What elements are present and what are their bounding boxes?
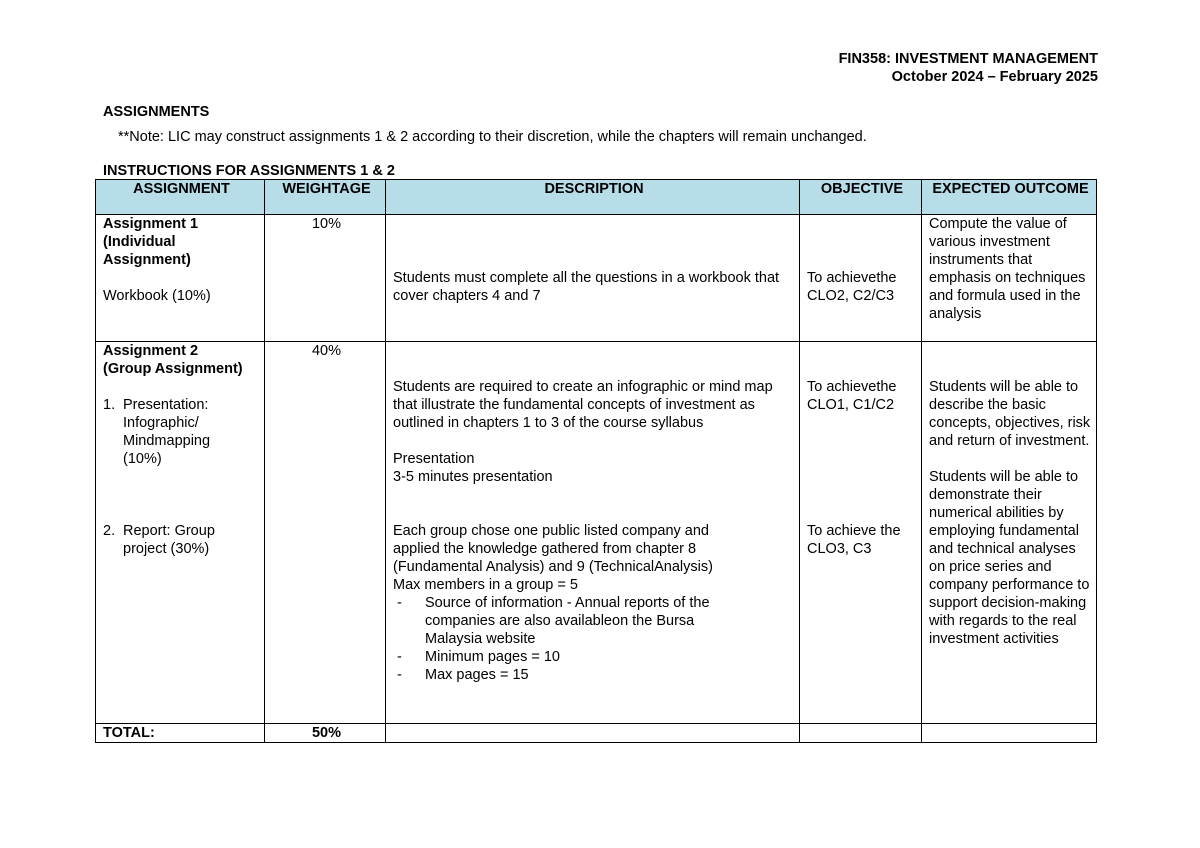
max-members: Max members in a group = 5 [393, 577, 578, 593]
document-header [839, 50, 1098, 86]
total-row [96, 724, 1097, 743]
section-title: ASSIGNMENTS [103, 104, 210, 120]
list-item [393, 648, 795, 666]
description-cell [386, 215, 800, 342]
outcome-cell [922, 342, 1097, 724]
bullet-text: Max pages = 15 [425, 667, 529, 683]
bullet-text: Minimum pages = 10 [425, 649, 560, 665]
item-2-text: Report: Group project (30%) [123, 523, 215, 557]
header-weightage: WEIGHTAGE [265, 180, 386, 215]
table-row [96, 215, 1097, 342]
assignment-cell [96, 215, 265, 342]
objective-cell [800, 342, 922, 724]
item-1-text: Presentation: Infographic/ Mindmapping (10%) [123, 397, 211, 467]
assignment-2-title: Assignment 2 [103, 343, 199, 359]
presentation-label: Presentation [393, 451, 475, 467]
assignment-2-item-2 [103, 522, 260, 558]
bullet-text: Source of information - Annual reports of the companies are also availableon the Bursa Malaysia website [425, 595, 710, 647]
outcome-cell: Compute the value of various investment instruments that emphasis on techniques and formula used in the analysis [922, 215, 1097, 342]
bullet-dash: - [397, 595, 402, 611]
header-assignment: ASSIGNMENT [96, 180, 265, 215]
assignment-2-objective-2: To achieve the CLO3, C3 [807, 523, 901, 557]
empty-cell [800, 724, 922, 743]
assignment-2-subtitle: (Group Assignment) [103, 361, 243, 377]
bullet-dash: - [397, 649, 402, 665]
bullet-dash: - [397, 667, 402, 683]
list-item [393, 594, 795, 648]
table-header-row [96, 180, 1097, 215]
assignment-1-objective: To achievethe CLO2, C2/C3 [807, 270, 897, 304]
assignment-2-outcome-1: Students will be able to describe the basic concepts, objectives, risk and return of investment. [929, 379, 1091, 449]
header-expected-outcome: EXPECTED OUTCOME [922, 180, 1097, 215]
assignment-cell [96, 342, 265, 724]
total-label: TOTAL: [96, 724, 265, 743]
header-description: DESCRIPTION [386, 180, 800, 215]
assignment-1-description: Students must complete all the questions in a workbook that cover chapters 4 and 7 [393, 270, 780, 304]
list-item [393, 666, 795, 684]
instructions-title: INSTRUCTIONS FOR ASSIGNMENTS 1 & 2 [103, 163, 395, 179]
empty-cell [386, 724, 800, 743]
item-2-number: 2. [103, 523, 116, 539]
course-period: October 2024 – February 2025 [891, 69, 1098, 85]
assignment-2-outcome-2: Students will be able to demonstrate their numerical abilities by employing fundamental and technical analyses on price series and company performance to support decision-making with regards to the real investment activities [929, 469, 1090, 647]
assignment-2-description-2: Each group chose one public listed company and applied the knowledge gathered from chapter 8 (Fundamental Analysis) and 9 (TechnicalAnalysis) [393, 523, 713, 575]
assignment-1-subtitle: (Individual Assignment) [103, 234, 191, 268]
total-value: 50% [265, 724, 386, 743]
assignments-table [95, 179, 1097, 743]
presentation-duration: 3-5 minutes presentation [393, 469, 553, 485]
assignment-2-item-1 [103, 396, 260, 468]
assignment-2-objective-1: To achievethe CLO1, C1/C2 [807, 379, 897, 413]
assignment-1-title: Assignment 1 [103, 216, 199, 232]
assignment-1-item: Workbook (10%) [103, 288, 211, 304]
assignment-2-description-1: Students are required to create an infographic or mind map that illustrate the fundamental concepts of investment as outlined in chapters 1 to 3 of the course syllabus [393, 379, 773, 431]
table-row [96, 342, 1097, 724]
weightage-cell: 10% [265, 215, 386, 342]
item-1-number: 1. [103, 397, 116, 413]
objective-cell [800, 215, 922, 342]
weightage-cell: 40% [265, 342, 386, 724]
header-objective: OBJECTIVE [800, 180, 922, 215]
description-cell [386, 342, 800, 724]
empty-cell [922, 724, 1097, 743]
note-text: **Note: LIC may construct assignments 1 & 2 according to their discretion, while the chapters will remain unchanged. [118, 129, 867, 145]
course-title: FIN358: INVESTMENT MANAGEMENT [838, 51, 1098, 67]
